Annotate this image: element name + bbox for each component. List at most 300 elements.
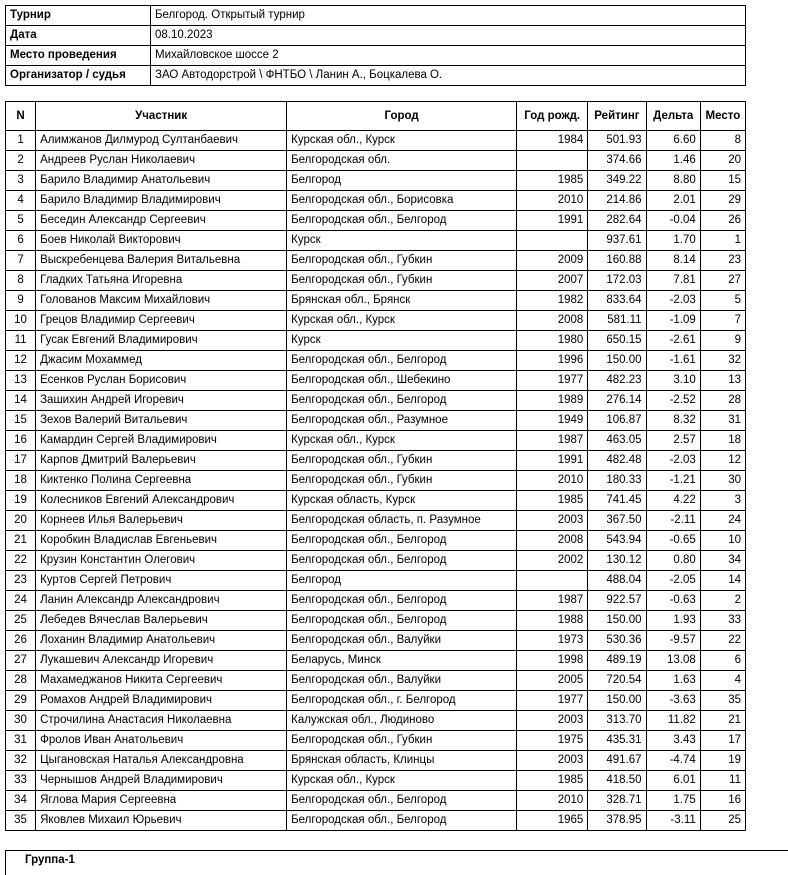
cell-birth-year: 1984: [517, 131, 588, 151]
cell-place: 29: [700, 191, 745, 211]
table-row: [6, 531, 746, 551]
cell-city: Белгород: [287, 571, 517, 591]
cell-place: 1: [700, 231, 745, 251]
cell-number: 9: [6, 291, 36, 311]
cell-number: 32: [6, 751, 36, 771]
cell-city: Белгородская обл., Губкин: [287, 271, 517, 291]
cell-delta: -1.21: [646, 471, 700, 491]
cell-rating: 349.22: [588, 171, 646, 191]
cell-number: 28: [6, 671, 36, 691]
cell-delta: -4.74: [646, 751, 700, 771]
table-row: [6, 451, 746, 471]
cell-participant: Яглова Мария Сергеевна: [36, 791, 287, 811]
cell-rating: 282.64: [588, 211, 646, 231]
cell-rating: 489.19: [588, 651, 646, 671]
cell-rating: 328.71: [588, 791, 646, 811]
cell-rating: 214.86: [588, 191, 646, 211]
table-row: [6, 691, 746, 711]
cell-number: 31: [6, 731, 36, 751]
cell-participant: Киктенко Полина Сергеевна: [36, 471, 287, 491]
cell-birth-year: 1977: [517, 691, 588, 711]
cell-city: Белгородская обл., Белгород: [287, 551, 517, 571]
cell-city: Белгородская обл., Губкин: [287, 251, 517, 271]
cell-city: Белгородская обл., Разумное: [287, 411, 517, 431]
cell-delta: 8.14: [646, 251, 700, 271]
cell-place: 23: [700, 251, 745, 271]
info-row: [6, 26, 746, 46]
cell-place: 27: [700, 271, 745, 291]
cell-number: 18: [6, 471, 36, 491]
cell-number: 21: [6, 531, 36, 551]
cell-birth-year: 2005: [517, 671, 588, 691]
cell-participant: Боев Николай Викторович: [36, 231, 287, 251]
cell-number: 25: [6, 611, 36, 631]
cell-rating: 106.87: [588, 411, 646, 431]
table-row: [6, 431, 746, 451]
cell-participant: Куртов Сергей Петрович: [36, 571, 287, 591]
cell-participant: Фролов Иван Анатольевич: [36, 731, 287, 751]
cell-delta: -2.61: [646, 331, 700, 351]
cell-delta: -1.61: [646, 351, 700, 371]
table-row: [6, 791, 746, 811]
cell-city: Белгородская обл., Белгород: [287, 791, 517, 811]
cell-participant: Барило Владимир Владимирович: [36, 191, 287, 211]
table-row: [6, 651, 746, 671]
cell-place: 13: [700, 371, 745, 391]
cell-place: 20: [700, 151, 745, 171]
cell-birth-year: 1996: [517, 351, 588, 371]
table-row: [6, 611, 746, 631]
cell-place: 16: [700, 791, 745, 811]
cell-place: 30: [700, 471, 745, 491]
cell-city: Белгородская обл., Губкин: [287, 731, 517, 751]
cell-participant: Яковлев Михаил Юрьевич: [36, 811, 287, 831]
cell-place: 9: [700, 331, 745, 351]
cell-place: 26: [700, 211, 745, 231]
cell-city: Курская обл., Курск: [287, 771, 517, 791]
cell-rating: 172.03: [588, 271, 646, 291]
cell-birth-year: 1987: [517, 591, 588, 611]
cell-birth-year: 2002: [517, 551, 588, 571]
info-label: Место проведения: [6, 46, 151, 66]
cell-delta: -0.65: [646, 531, 700, 551]
cell-number: 1: [6, 131, 36, 151]
cell-place: 8: [700, 131, 745, 151]
cell-delta: -2.03: [646, 451, 700, 471]
cell-city: Курская область, Курск: [287, 491, 517, 511]
cell-number: 30: [6, 711, 36, 731]
cell-birth-year: 1998: [517, 651, 588, 671]
cell-birth-year: 1985: [517, 491, 588, 511]
cell-birth-year: [517, 571, 588, 591]
cell-birth-year: 1985: [517, 771, 588, 791]
cell-place: 21: [700, 711, 745, 731]
cell-delta: 4.22: [646, 491, 700, 511]
table-row: [6, 471, 746, 491]
cell-rating: 435.31: [588, 731, 646, 751]
cell-number: 8: [6, 271, 36, 291]
header-city: Город: [287, 102, 517, 131]
cell-number: 29: [6, 691, 36, 711]
cell-birth-year: 2003: [517, 751, 588, 771]
cell-number: 12: [6, 351, 36, 371]
cell-rating: 741.45: [588, 491, 646, 511]
cell-number: 3: [6, 171, 36, 191]
cell-number: 5: [6, 211, 36, 231]
cell-city: Белгородская обл., г. Белгород: [287, 691, 517, 711]
header-participant: Участник: [36, 102, 287, 131]
table-row: [6, 311, 746, 331]
table-row: [6, 331, 746, 351]
cell-rating: 581.11: [588, 311, 646, 331]
cell-delta: -2.52: [646, 391, 700, 411]
cell-rating: 130.12: [588, 551, 646, 571]
cell-delta: -3.63: [646, 691, 700, 711]
cell-birth-year: 1987: [517, 431, 588, 451]
cell-delta: 6.01: [646, 771, 700, 791]
cell-place: 15: [700, 171, 745, 191]
cell-birth-year: 2010: [517, 791, 588, 811]
cell-city: Курск: [287, 231, 517, 251]
cell-rating: 491.67: [588, 751, 646, 771]
cell-delta: 1.63: [646, 671, 700, 691]
cell-participant: Чернышов Андрей Владимирович: [36, 771, 287, 791]
cell-participant: Алимжанов Дилмурод Султанбаевич: [36, 131, 287, 151]
cell-birth-year: 1985: [517, 171, 588, 191]
cell-rating: 720.54: [588, 671, 646, 691]
cell-place: 12: [700, 451, 745, 471]
header-birth-year: Год рожд.: [517, 102, 588, 131]
cell-delta: -2.03: [646, 291, 700, 311]
cell-rating: 160.88: [588, 251, 646, 271]
cell-participant: Лукашевич Александр Игоревич: [36, 651, 287, 671]
cell-place: 28: [700, 391, 745, 411]
info-row: [6, 66, 746, 86]
header-delta: Дельта: [646, 102, 700, 131]
cell-number: 20: [6, 511, 36, 531]
cell-birth-year: [517, 231, 588, 251]
cell-delta: -2.11: [646, 511, 700, 531]
table-row: [6, 351, 746, 371]
cell-place: 18: [700, 431, 745, 451]
cell-birth-year: 1973: [517, 631, 588, 651]
cell-city: Белгородская обл., Белгород: [287, 611, 517, 631]
cell-rating: 833.64: [588, 291, 646, 311]
header-number: N: [6, 102, 36, 131]
group-label: Группа-1: [25, 854, 75, 866]
table-row: [6, 671, 746, 691]
cell-place: 10: [700, 531, 745, 551]
cell-participant: Ланин Александр Александрович: [36, 591, 287, 611]
cell-delta: 1.93: [646, 611, 700, 631]
cell-delta: -0.63: [646, 591, 700, 611]
table-row: [6, 371, 746, 391]
cell-rating: 374.66: [588, 151, 646, 171]
cell-number: 10: [6, 311, 36, 331]
cell-participant: Зашихин Андрей Игоревич: [36, 391, 287, 411]
info-value: 08.10.2023: [151, 26, 746, 46]
cell-participant: Выскребенцева Валерия Витальевна: [36, 251, 287, 271]
cell-place: 34: [700, 551, 745, 571]
info-label: Организатор / судья: [6, 66, 151, 86]
cell-city: Белгородская обл., Белгород: [287, 211, 517, 231]
cell-rating: 530.36: [588, 631, 646, 651]
cell-delta: 1.46: [646, 151, 700, 171]
cell-participant: Джасим Мохаммед: [36, 351, 287, 371]
cell-number: 27: [6, 651, 36, 671]
cell-participant: Махамеджанов Никита Сергеевич: [36, 671, 287, 691]
cell-participant: Лоханин Владимир Анатольевич: [36, 631, 287, 651]
cell-birth-year: 2009: [517, 251, 588, 271]
cell-number: 23: [6, 571, 36, 591]
table-row: [6, 231, 746, 251]
cell-birth-year: 2008: [517, 311, 588, 331]
cell-participant: Камардин Сергей Владимирович: [36, 431, 287, 451]
cell-delta: -0.04: [646, 211, 700, 231]
cell-city: Белгородская обл.: [287, 151, 517, 171]
cell-participant: Голованов Максим Михайлович: [36, 291, 287, 311]
cell-participant: Коробкин Владислав Евгеньевич: [36, 531, 287, 551]
cell-place: 17: [700, 731, 745, 751]
cell-number: 13: [6, 371, 36, 391]
cell-rating: 276.14: [588, 391, 646, 411]
cell-rating: 463.05: [588, 431, 646, 451]
cell-birth-year: 2003: [517, 711, 588, 731]
cell-delta: 2.01: [646, 191, 700, 211]
cell-rating: 482.23: [588, 371, 646, 391]
table-row: [6, 191, 746, 211]
info-value: Белгород. Открытый турнир: [151, 6, 746, 26]
cell-birth-year: 1991: [517, 451, 588, 471]
info-value: ЗАО Автодорстрой \ ФНТБО \ Ланин А., Боцкалева О.: [151, 66, 746, 86]
cell-delta: 1.75: [646, 791, 700, 811]
cell-birth-year: 1975: [517, 731, 588, 751]
info-label: Турнир: [6, 6, 151, 26]
table-row: [6, 631, 746, 651]
cell-rating: 937.61: [588, 231, 646, 251]
cell-city: Белгородская область, п. Разумное: [287, 511, 517, 531]
cell-rating: 378.95: [588, 811, 646, 831]
cell-number: 11: [6, 331, 36, 351]
cell-birth-year: 1949: [517, 411, 588, 431]
table-row: [6, 491, 746, 511]
cell-place: 14: [700, 571, 745, 591]
cell-participant: Крузин Константин Олегович: [36, 551, 287, 571]
info-row: [6, 6, 746, 26]
cell-city: Белгородская обл., Губкин: [287, 471, 517, 491]
cell-place: 32: [700, 351, 745, 371]
cell-delta: 1.70: [646, 231, 700, 251]
cell-city: Белгородская обл., Шебекино: [287, 371, 517, 391]
cell-rating: 150.00: [588, 351, 646, 371]
cell-birth-year: 1977: [517, 371, 588, 391]
cell-city: Белгород: [287, 171, 517, 191]
table-row: [6, 751, 746, 771]
cell-city: Беларусь, Минск: [287, 651, 517, 671]
info-value: Михайловское шоссе 2: [151, 46, 746, 66]
cell-participant: Беседин Александр Сергеевич: [36, 211, 287, 231]
cell-number: 34: [6, 791, 36, 811]
cell-rating: 543.94: [588, 531, 646, 551]
cell-participant: Гладких Татьяна Игоревна: [36, 271, 287, 291]
cell-delta: 2.57: [646, 431, 700, 451]
table-row: [6, 131, 746, 151]
cell-number: 19: [6, 491, 36, 511]
cell-participant: Есенков Руслан Борисович: [36, 371, 287, 391]
table-header-row: [6, 102, 746, 131]
table-row: [6, 271, 746, 291]
cell-place: 19: [700, 751, 745, 771]
cell-birth-year: 1991: [517, 211, 588, 231]
table-row: [6, 711, 746, 731]
cell-city: Белгородская обл., Белгород: [287, 811, 517, 831]
participants-table: [5, 101, 746, 831]
cell-city: Курск: [287, 331, 517, 351]
cell-place: 22: [700, 631, 745, 651]
tournament-info-table: [5, 5, 746, 86]
cell-place: 11: [700, 771, 745, 791]
cell-delta: -9.57: [646, 631, 700, 651]
cell-city: Белгородская обл., Губкин: [287, 451, 517, 471]
cell-participant: Ромахов Андрей Владимирович: [36, 691, 287, 711]
cell-city: Белгородская обл., Белгород: [287, 391, 517, 411]
cell-number: 16: [6, 431, 36, 451]
cell-city: Калужская обл., Людиново: [287, 711, 517, 731]
cell-number: 22: [6, 551, 36, 571]
cell-birth-year: 1988: [517, 611, 588, 631]
cell-city: Брянская обл., Брянск: [287, 291, 517, 311]
cell-place: 5: [700, 291, 745, 311]
cell-birth-year: 2010: [517, 471, 588, 491]
cell-rating: 150.00: [588, 691, 646, 711]
table-row: [6, 731, 746, 751]
cell-birth-year: [517, 151, 588, 171]
cell-number: 2: [6, 151, 36, 171]
cell-participant: Корнеев Илья Валерьевич: [36, 511, 287, 531]
cell-rating: 650.15: [588, 331, 646, 351]
table-row: [6, 571, 746, 591]
table-row: [6, 151, 746, 171]
cell-place: 33: [700, 611, 745, 631]
cell-city: Белгородская обл., Валуйки: [287, 631, 517, 651]
cell-birth-year: 1965: [517, 811, 588, 831]
cell-participant: Гусак Евгений Владимирович: [36, 331, 287, 351]
table-row: [6, 591, 746, 611]
cell-number: 26: [6, 631, 36, 651]
cell-place: 6: [700, 651, 745, 671]
cell-delta: 3.43: [646, 731, 700, 751]
table-row: [6, 171, 746, 191]
cell-participant: Колесников Евгений Александрович: [36, 491, 287, 511]
cell-rating: 180.33: [588, 471, 646, 491]
header-rating: Рейтинг: [588, 102, 646, 131]
cell-birth-year: 1989: [517, 391, 588, 411]
table-row: [6, 771, 746, 791]
cell-delta: 7.81: [646, 271, 700, 291]
cell-city: Курская обл., Курск: [287, 131, 517, 151]
cell-rating: 418.50: [588, 771, 646, 791]
cell-rating: 367.50: [588, 511, 646, 531]
cell-participant: Зехов Валерий Витальевич: [36, 411, 287, 431]
cell-birth-year: 2010: [517, 191, 588, 211]
table-row: [6, 811, 746, 831]
cell-place: 35: [700, 691, 745, 711]
cell-rating: 482.48: [588, 451, 646, 471]
cell-city: Курская обл., Курск: [287, 431, 517, 451]
cell-delta: 11.82: [646, 711, 700, 731]
header-place: Место: [700, 102, 745, 131]
table-row: [6, 511, 746, 531]
cell-delta: 8.32: [646, 411, 700, 431]
cell-number: 4: [6, 191, 36, 211]
cell-city: Белгородская обл., Валуйки: [287, 671, 517, 691]
info-row: [6, 46, 746, 66]
cell-delta: 13.08: [646, 651, 700, 671]
cell-rating: 150.00: [588, 611, 646, 631]
cell-participant: Лебедев Вячеслав Валерьевич: [36, 611, 287, 631]
cell-place: 25: [700, 811, 745, 831]
table-row: [6, 551, 746, 571]
info-label: Дата: [6, 26, 151, 46]
cell-rating: 488.04: [588, 571, 646, 591]
group-section: [5, 850, 788, 875]
cell-place: 4: [700, 671, 745, 691]
cell-city: Белгородская обл., Борисовка: [287, 191, 517, 211]
cell-city: Белгородская обл., Белгород: [287, 351, 517, 371]
cell-number: 6: [6, 231, 36, 251]
cell-delta: -1.09: [646, 311, 700, 331]
cell-birth-year: 2003: [517, 511, 588, 531]
cell-participant: Строчилина Анастасия Николаевна: [36, 711, 287, 731]
table-row: [6, 251, 746, 271]
cell-city: Белгородская обл., Белгород: [287, 531, 517, 551]
table-row: [6, 211, 746, 231]
cell-number: 33: [6, 771, 36, 791]
cell-birth-year: 1982: [517, 291, 588, 311]
cell-city: Белгородская обл., Белгород: [287, 591, 517, 611]
cell-place: 31: [700, 411, 745, 431]
cell-delta: 8.80: [646, 171, 700, 191]
cell-number: 14: [6, 391, 36, 411]
table-row: [6, 291, 746, 311]
cell-number: 17: [6, 451, 36, 471]
cell-delta: 0.80: [646, 551, 700, 571]
cell-number: 15: [6, 411, 36, 431]
cell-participant: Грецов Владимир Сергеевич: [36, 311, 287, 331]
cell-delta: 6.60: [646, 131, 700, 151]
cell-participant: Барило Владимир Анатольевич: [36, 171, 287, 191]
cell-participant: Цыгановская Наталья Александровна: [36, 751, 287, 771]
cell-place: 2: [700, 591, 745, 611]
cell-participant: Карпов Дмитрий Валерьевич: [36, 451, 287, 471]
cell-delta: -2.05: [646, 571, 700, 591]
cell-delta: -3.11: [646, 811, 700, 831]
cell-city: Курская обл., Курск: [287, 311, 517, 331]
cell-delta: 3.10: [646, 371, 700, 391]
cell-participant: Андреев Руслан Николаевич: [36, 151, 287, 171]
cell-birth-year: 1980: [517, 331, 588, 351]
table-row: [6, 391, 746, 411]
table-row: [6, 411, 746, 431]
cell-place: 7: [700, 311, 745, 331]
cell-birth-year: 2007: [517, 271, 588, 291]
cell-city: Брянская область, Клинцы: [287, 751, 517, 771]
cell-number: 7: [6, 251, 36, 271]
cell-place: 24: [700, 511, 745, 531]
cell-rating: 501.93: [588, 131, 646, 151]
cell-number: 35: [6, 811, 36, 831]
cell-rating: 313.70: [588, 711, 646, 731]
